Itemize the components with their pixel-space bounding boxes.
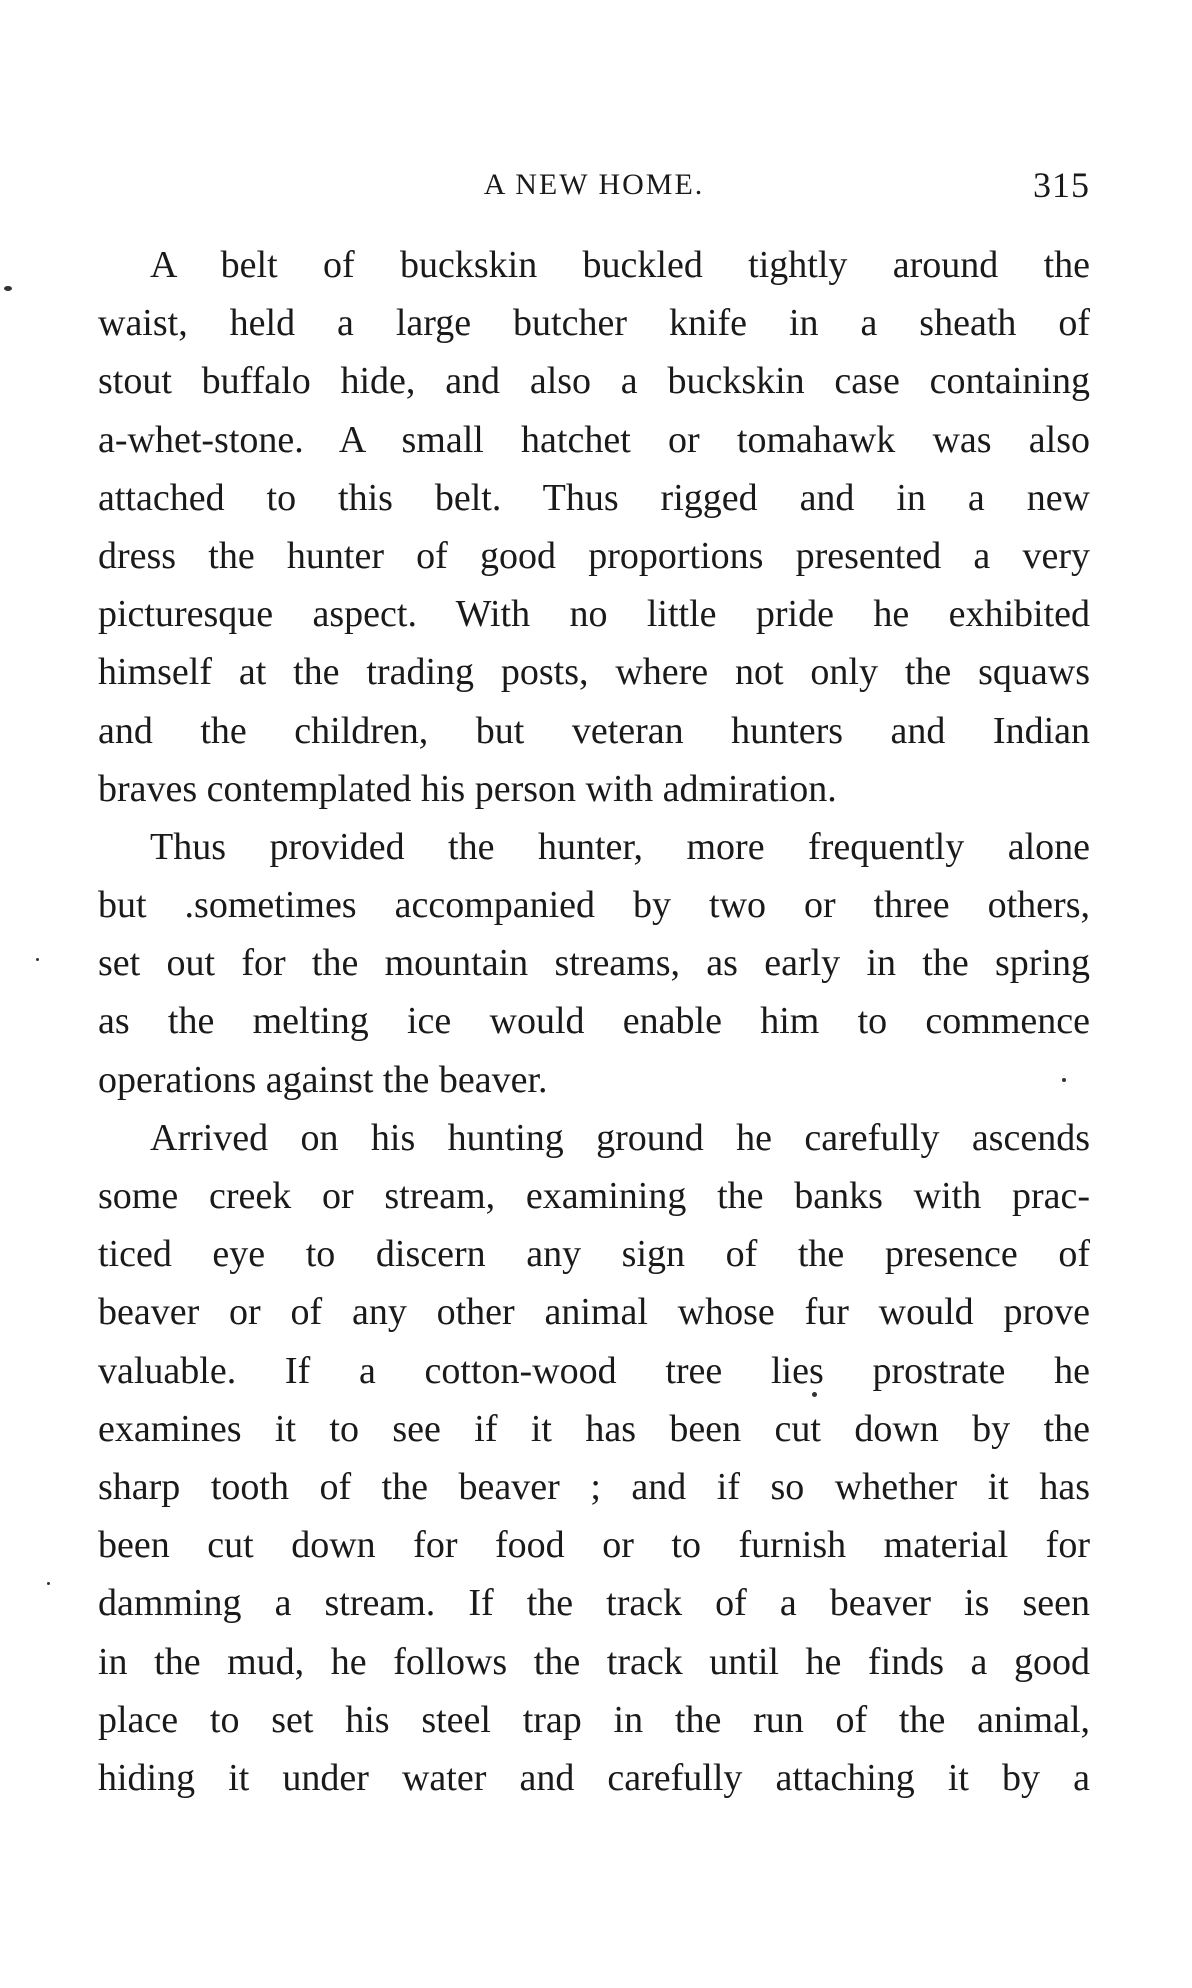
scan-speck [1062,1078,1066,1082]
text-line: braves contemplated his person with admiration. [98,767,837,810]
text-line: but .sometimes accompanied by two or three others, [98,884,1090,927]
text-line: operations against the beaver. [98,1058,548,1101]
text-line: Arrived on his hunting ground he carefully ascends [150,1116,1090,1159]
scan-speck [812,1392,817,1397]
paragraph [98,818,1090,1109]
text-line: stout buffalo hide, and also a buckskin case containing [98,360,1090,403]
text-line: a-whet-stone. A small hatchet or tomahawk was also [98,418,1090,461]
scan-speck [36,958,39,961]
scan-speck [47,1582,50,1585]
body-text [98,236,1090,1807]
page-number: 315 [1033,165,1090,205]
text-line: picturesque aspect. With no little pride he exhibited [98,593,1090,636]
text-line: dress the hunter of good proportions presented a very [98,534,1090,577]
text-line: waist, held a large butcher knife in a sheath of [98,302,1090,345]
text-line: in the mud, he follows the track until he finds a good [98,1640,1090,1683]
text-line: some creek or stream, examining the banks with prac- [98,1175,1090,1217]
text-line: attached to this belt. Thus rigged and in a new [98,476,1090,519]
text-line: beaver or of any other animal whose fur would prove [98,1291,1090,1334]
text-line: been cut down for food or to furnish material for [98,1524,1090,1567]
running-head: A NEW HOME. [483,168,705,201]
text-line: A belt of buckskin buckled tightly around the [150,244,1090,286]
text-line: as the melting ice would enable him to commence [98,1000,1090,1043]
text-line: and the children, but veteran hunters and Indian [98,709,1090,752]
text-line: himself at the trading posts, where not only the squaws [98,651,1090,694]
paragraph [98,236,1090,818]
text-line: valuable. If a cotton-wood tree lies prostrate he [98,1349,1090,1392]
text-line: ticed eye to discern any sign of the presence of [98,1233,1090,1276]
text-line: damming a stream. If the track of a beaver is seen [98,1582,1090,1625]
text-line: hiding it under water and carefully attaching it by a [98,1756,1090,1799]
text-line: Thus provided the hunter, more frequently alone [150,825,1090,868]
scan-speck [4,286,12,291]
text-line: place to set his steel trap in the run of the animal, [98,1698,1090,1741]
page-header [98,165,1090,225]
text-line: set out for the mountain streams, as early in the spring [98,942,1090,985]
text-line: sharp tooth of the beaver ; and if so whether it has [98,1465,1090,1508]
text-line: examines it to see if it has been cut down by the [98,1407,1090,1450]
paragraph [98,1109,1090,1807]
